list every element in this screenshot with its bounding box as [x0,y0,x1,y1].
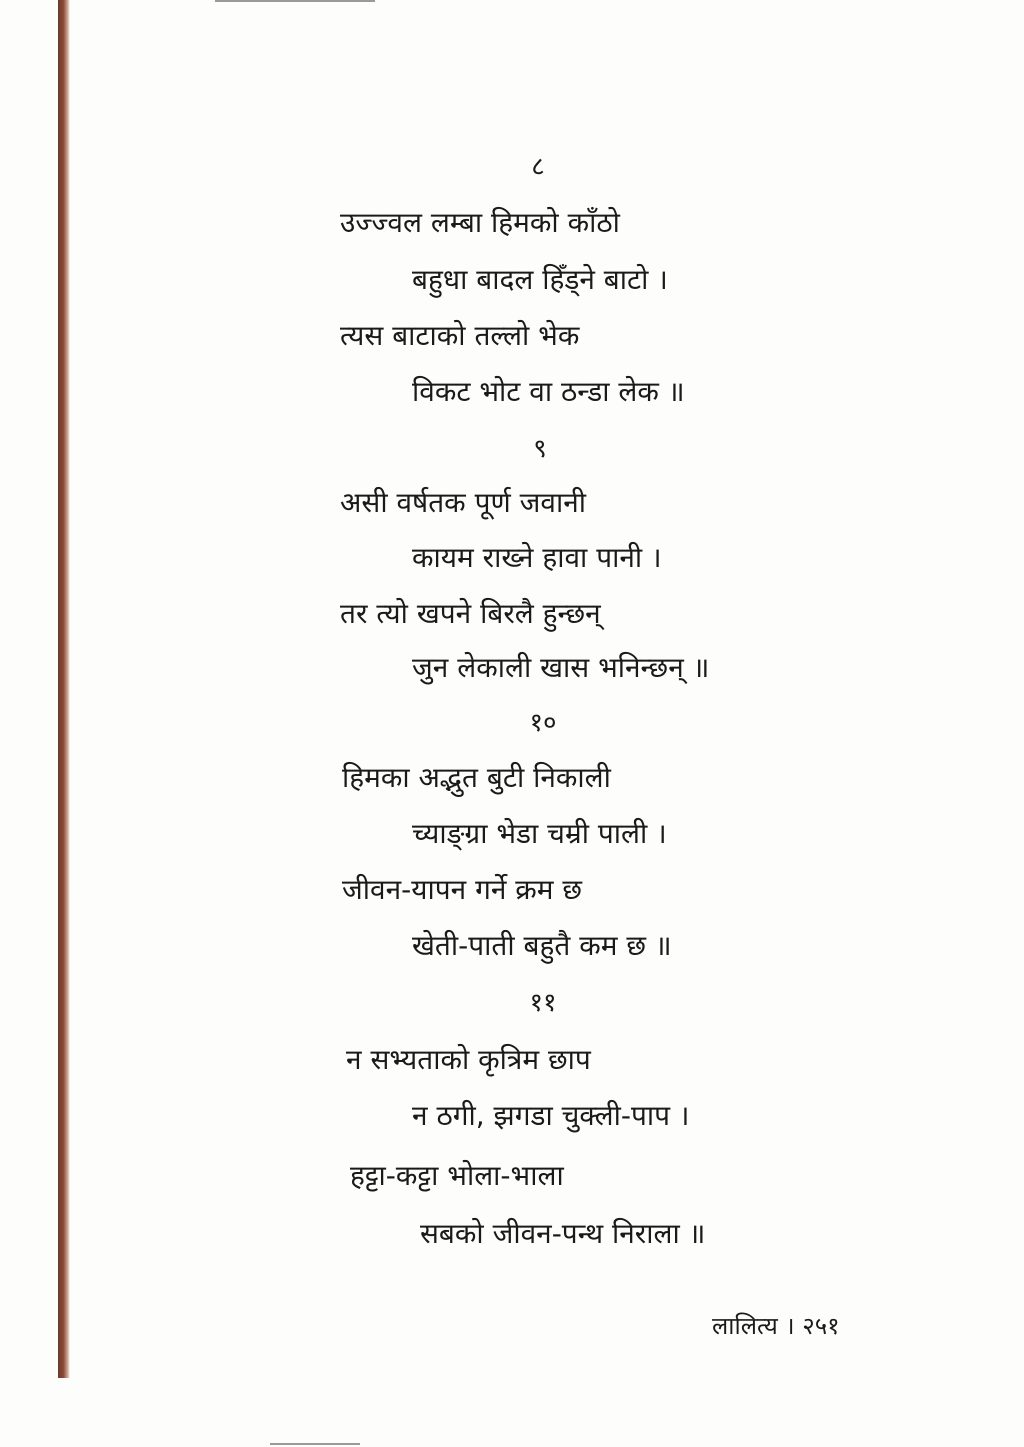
stanza-number: ८ [531,152,545,182]
verse-line: जीवन-यापन गर्ने क्रम छ [342,873,583,906]
bottom-rule [270,1443,360,1445]
verse-line: त्यस बाटाको तल्लो भेक [340,319,580,352]
verse-line: सबको जीवन-पन्थ निराला ॥ [420,1217,706,1250]
stanza-number: ११ [529,988,557,1018]
page-footer: लालित्य । २५१ [712,1312,840,1340]
verse-line: कायम राख्ने हावा पानी । [412,541,662,574]
verse-line: तर त्यो खपने बिरलै हुन्छन् [340,597,601,630]
book-binding-edge [58,0,70,1378]
verse-line: न ठगी, झगडा चुक्ली-पाप । [412,1099,690,1132]
verse-line: बहुधा बादल हिँड्ने बाटो । [412,263,668,296]
verse-line: खेती-पाती बहुतै कम छ ॥ [412,929,672,962]
verse-line: च्याङ्ग्रा भेडा चम्री पाली । [412,817,667,850]
stanza-number: १० [529,708,557,738]
verse-line: असी वर्षतक पूर्ण जवानी [340,486,587,519]
verse-line: हट्टा-कट्टा भोला-भाला [350,1159,564,1192]
verse-line: जुन लेकाली खास भनिन्छन् ॥ [412,651,710,684]
stanza-number: ९ [533,434,547,464]
top-rule [215,0,375,2]
verse-line: उज्ज्वल लम्बा हिमको काँठो [340,206,620,239]
verse-line: विकट भोट वा ठन्डा लेक ॥ [412,375,685,408]
verse-line: हिमका अद्भुत बुटी निकाली [342,761,611,794]
verse-line: न सभ्यताको कृत्रिम छाप [346,1043,591,1076]
